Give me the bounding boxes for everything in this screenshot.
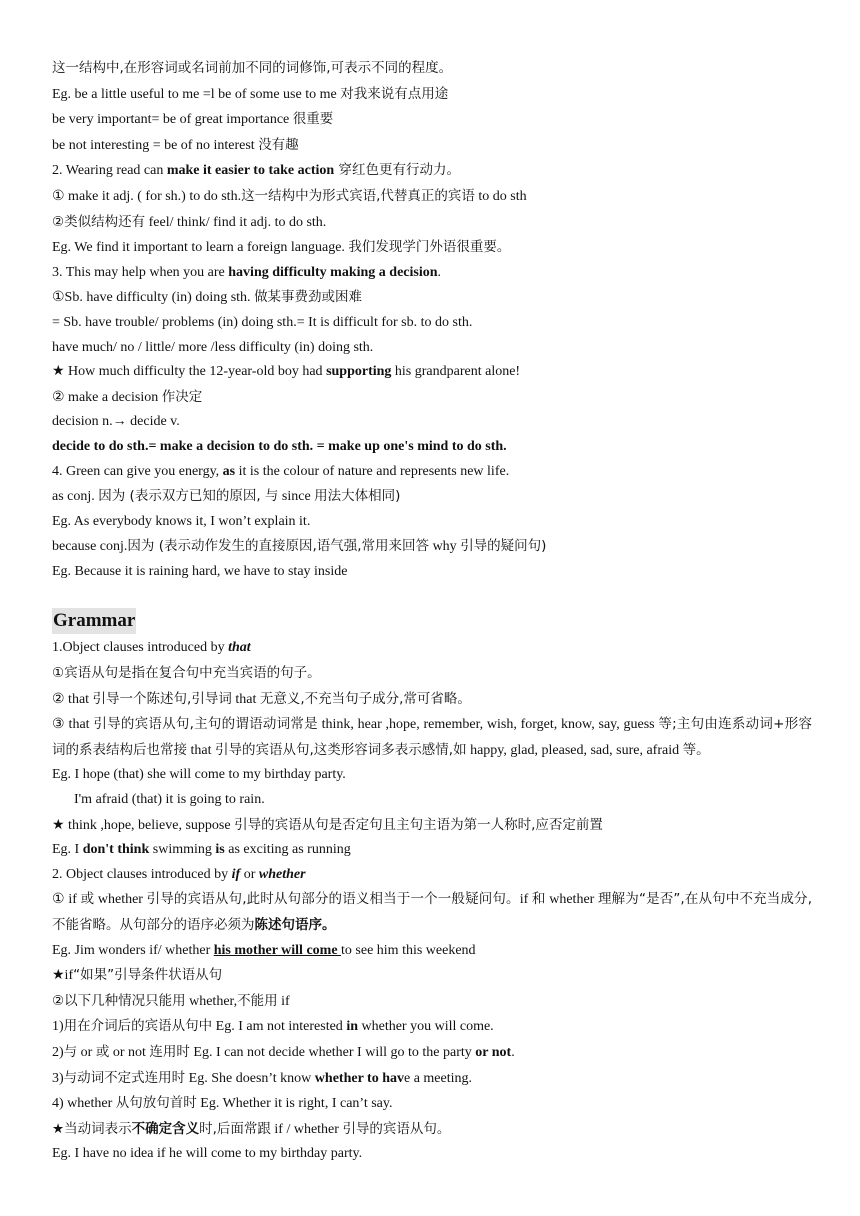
text-line: [52, 813, 812, 839]
text-span: ①宾语从句是指在复合句中充当宾语的句子。: [52, 665, 321, 682]
text-line: [52, 360, 812, 385]
bold-italic-text: whether: [258, 866, 306, 882]
text-span: 因为 (表示动作发生的直接原因,语气强,常用来回答: [127, 538, 430, 555]
text-line: [52, 158, 812, 184]
text-span: to do sth: [474, 188, 527, 204]
text-span: Eg. I can not decide whether I will go to the party: [189, 1044, 476, 1060]
text-line: [52, 1014, 812, 1040]
text-span: ① if: [52, 892, 81, 908]
text-span: 2): [52, 1044, 64, 1060]
text-line: [52, 235, 812, 261]
text-span: 从句放句首时: [115, 1095, 197, 1112]
text-span: 或: [80, 891, 95, 908]
text-line: [52, 1142, 812, 1167]
text-span: 或: [95, 1043, 110, 1060]
bold-text: whether to hav: [314, 1070, 404, 1086]
text-span: .: [437, 264, 442, 280]
bold-text: in: [346, 1019, 358, 1035]
bold-text: as: [222, 463, 236, 479]
bold-text: don't think: [82, 842, 150, 858]
text-span: or: [240, 866, 259, 882]
text-line: [52, 460, 812, 485]
bold-text: decide to do sth.= make a decision to do sth. = make up one's mind to do sth.: [52, 438, 507, 454]
text-span: 引导的宾语从句。: [342, 1120, 451, 1137]
text-span: Eg. I hope (that) she will come to my birthday party.: [52, 767, 346, 783]
text-span: be not interesting = be of no interest: [52, 137, 259, 153]
bold-text: supporting: [326, 364, 392, 380]
text-line: [52, 410, 812, 435]
text-span: 对我来说有点用途: [340, 85, 449, 102]
text-span: since: [278, 489, 315, 505]
text-span: 这一结构中,在形容词或名词前加不同的词修饰,可表示不同的程度。: [52, 60, 453, 76]
grammar-heading: Grammar: [52, 608, 136, 634]
text-span: if / whether: [270, 1121, 343, 1137]
text-span: 3): [52, 1070, 64, 1086]
text-line: [52, 210, 812, 236]
text-span: 穿红色更有行动力。: [334, 162, 460, 179]
text-span: 引导的宾语从句,主句的谓语动词常是: [93, 716, 318, 733]
text-span: = Sb. have trouble/ problems (in) doing sth.= It is difficult for sb. to do sth.: [52, 314, 473, 330]
text-span: ②以下几种情况只能用: [52, 992, 186, 1009]
text-span: because conj.: [52, 539, 128, 555]
text-span: think, hear ,hope, remember, wish, forget, know, say, guess: [317, 717, 659, 733]
text-span: 因为 (表示双方已知的原因, 与: [98, 488, 279, 505]
text-span: ①Sb. have difficulty (in) doing sth.: [52, 290, 255, 306]
text-span: 做某事费劲或困难: [254, 289, 363, 306]
text-line: [52, 636, 812, 661]
text-span: Eg. I: [52, 842, 83, 858]
text-span: if: [519, 892, 532, 908]
text-span: why: [429, 539, 461, 555]
text-span: it is the colour of nature and represents new life.: [235, 463, 510, 479]
text-line: [52, 763, 812, 788]
text-line: [52, 1066, 812, 1092]
text-span: happy, glad, pleased, sad, sure, afraid: [466, 742, 683, 758]
bold-text: having difficulty making a decision: [228, 264, 438, 280]
text-span: be very important= be of great importance: [52, 112, 293, 128]
text-line: [52, 1117, 812, 1143]
text-span: 4) whether: [52, 1096, 116, 1112]
document-page: [52, 56, 812, 1167]
text-line: [52, 687, 812, 713]
section-heading: [52, 608, 812, 634]
text-span: whether: [545, 892, 598, 908]
text-span: 1.Object clauses introduced by: [52, 640, 229, 656]
text-span: 这一结构中为形式宾语,代替真正的宾语: [241, 187, 475, 204]
bold-italic-text: that: [228, 640, 251, 656]
spacer: [52, 584, 812, 598]
text-line: [52, 838, 812, 863]
text-span: Eg. Because it is raining hard, we have to stay inside: [52, 563, 348, 579]
text-line: [52, 661, 812, 687]
text-span: have much/ no / little/ more /less difficulty (in) doing sth.: [52, 339, 374, 355]
text-span: 引导的宾语从句,这类形容词多表示感情,如: [215, 741, 467, 758]
text-span: 等。: [682, 741, 710, 758]
text-line: [52, 989, 812, 1015]
text-paragraph: [52, 887, 812, 938]
text-span: “如果”引导条件状语从句: [73, 967, 223, 984]
text-line: [52, 560, 812, 585]
text-span: ③ that: [52, 717, 94, 733]
text-span: as conj.: [52, 489, 99, 505]
text-span: as exciting as running: [224, 842, 351, 858]
text-span: 引导一个陈述句,引导词: [92, 690, 232, 707]
text-span: 2. Wearing read can: [52, 163, 167, 179]
text-span: 作决定: [161, 388, 203, 405]
text-span: feel/ think/ find it adj. to do sth.: [145, 214, 327, 230]
text-span: swimming: [149, 842, 216, 858]
text-line: [52, 863, 812, 888]
text-span: ★ How much difficulty the 12-year-old boy had: [52, 364, 327, 380]
text-line: [52, 107, 812, 133]
text-line: [52, 963, 812, 989]
text-line: [52, 534, 812, 560]
text-span: or: [77, 1044, 96, 1060]
text-span: ② make a decision: [52, 389, 162, 405]
text-span: that: [187, 742, 215, 758]
text-span: 时,后面常跟: [199, 1120, 271, 1137]
text-span: his grandparent alone!: [391, 364, 521, 380]
text-line: [52, 385, 812, 411]
text-span: 引导的宾语从句,此时从句部分的语义相当于一个一般疑问句。: [146, 891, 520, 908]
text-span: 用在介词后的宾语从句中: [63, 1018, 213, 1035]
text-line: [52, 484, 812, 510]
bold-text: or not: [475, 1044, 512, 1060]
text-line: [52, 435, 812, 460]
text-span: if: [277, 993, 290, 1009]
text-span: 引导的疑问句): [460, 538, 547, 555]
bold-text: is: [215, 842, 225, 858]
text-line: [52, 1040, 812, 1066]
text-span: 3. This may help when you are: [52, 264, 229, 280]
text-line: [52, 82, 812, 108]
text-line: [52, 184, 812, 210]
text-span: ★if: [52, 968, 74, 984]
text-span: ① make it adj. ( for sh.) to do sth.: [52, 188, 242, 204]
text-span: 很重要: [292, 111, 334, 128]
text-span: 引导的宾语从句是否定句且主句主语为第一人称时,应否定前置: [234, 816, 603, 833]
text-span: whether you will come.: [358, 1019, 494, 1035]
text-span: .: [511, 1044, 515, 1060]
text-span: ★ think ,hope, believe, suppose: [52, 817, 235, 833]
text-span: 理解为“是否”,在从句中不充当成分,不能省略。从句部分的语序必须为: [52, 891, 813, 933]
text-span: 我们发现学门外语很重要。: [348, 239, 511, 256]
text-paragraph: [52, 712, 812, 763]
text-line: [52, 311, 812, 336]
text-line: [52, 510, 812, 535]
text-span: Eg. Whether it is right, I can’t say.: [196, 1096, 393, 1112]
bold-italic-text: if: [231, 866, 241, 882]
text-span: Eg. be a little useful to me =l be of some use to me: [52, 86, 341, 102]
text-span: 不能用: [237, 992, 278, 1009]
text-span: whether: [94, 892, 147, 908]
text-span: e a meeting.: [403, 1070, 473, 1086]
text-span: I'm afraid (that) it is going to rain.: [74, 792, 265, 808]
text-line: [52, 788, 812, 813]
underlined-bold-text: his mother will come: [213, 942, 342, 958]
text-line: [52, 133, 812, 159]
text-line: [52, 56, 812, 82]
text-span: whether,: [185, 993, 238, 1009]
bold-text: 陈述句语序。: [254, 917, 336, 933]
text-span: ② that: [52, 691, 93, 707]
text-span: Eg. I have no idea if he will come to my birthday party.: [52, 1146, 363, 1162]
text-span: 没有趣: [258, 136, 299, 153]
bold-text: 不确定含义: [131, 1120, 200, 1137]
text-span: Eg. She doesn’t know: [185, 1070, 315, 1086]
text-span: 用法大体相同): [314, 488, 401, 505]
text-line: [52, 336, 812, 361]
text-line: [52, 261, 812, 286]
text-line: [52, 939, 812, 964]
text-span: 与: [63, 1043, 78, 1060]
text-span: 4. Green can give you energy,: [52, 463, 223, 479]
text-span: 与动词不定式连用时: [63, 1069, 186, 1086]
text-span: Eg. We find it important to learn a foreign language.: [52, 240, 349, 256]
text-span: decision n.→ decide v.: [52, 414, 180, 430]
text-span: 2. Object clauses introduced by: [52, 866, 232, 882]
text-span: that: [231, 691, 260, 707]
text-span: 等;主句由连系动词+形容词的系表结构后也常接: [52, 716, 813, 758]
text-span: to see him this weekend: [341, 942, 476, 958]
text-span: 无意义,不充当句子成分,常可省略。: [259, 690, 471, 707]
text-span: 连用时: [149, 1043, 190, 1060]
text-span: Eg. As everybody knows it, I won’t explain it.: [52, 513, 311, 529]
text-span: ★当动词表示: [52, 1120, 132, 1137]
text-line: [52, 285, 812, 311]
text-span: or not: [109, 1044, 150, 1060]
text-line: [52, 1091, 812, 1117]
text-span: 和: [531, 891, 546, 908]
bold-text: make it easier to take action: [166, 163, 335, 179]
text-span: Eg. I am not interested: [212, 1019, 347, 1035]
text-span: 1): [52, 1019, 64, 1035]
text-span: Eg. Jim wonders if/ whether: [52, 942, 214, 958]
text-span: ②类似结构还有: [52, 213, 146, 230]
